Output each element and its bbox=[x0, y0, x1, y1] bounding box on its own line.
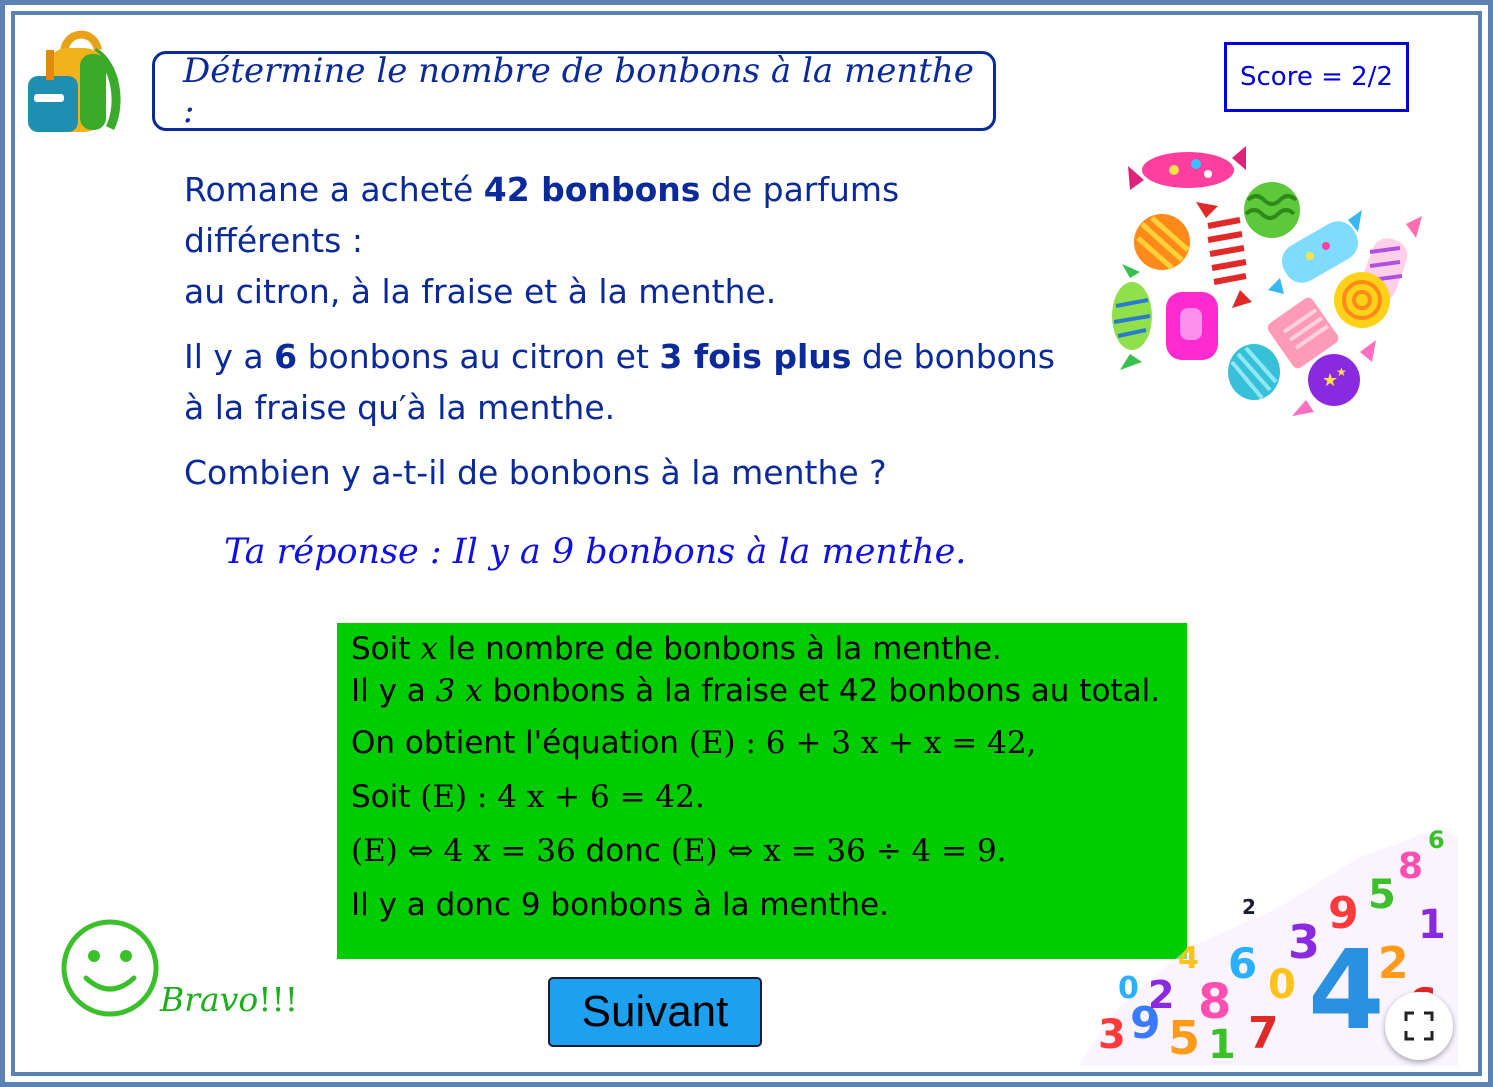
candy-orange-striped bbox=[1134, 214, 1190, 270]
question-title-text: Détermine le nombre de bonbons à la menthe : bbox=[183, 51, 974, 131]
solution-math: (E) : 4 x + 6 = 42. bbox=[420, 779, 705, 815]
problem-line-3 bbox=[184, 331, 1064, 382]
svg-text:9: 9 bbox=[1130, 998, 1161, 1049]
svg-text:7: 7 bbox=[1248, 1008, 1279, 1059]
solution-text: Il y a bbox=[351, 673, 436, 709]
solution-text: donc bbox=[575, 833, 671, 869]
svg-text:1: 1 bbox=[1418, 902, 1446, 948]
solution-math: (E) : 6 + 3 x + x = 42, bbox=[688, 725, 1037, 761]
bravo-exclamation: !!! bbox=[258, 980, 299, 1019]
svg-text:0: 0 bbox=[1268, 962, 1296, 1008]
svg-text:★: ★ bbox=[1336, 365, 1347, 379]
svg-text:4: 4 bbox=[1178, 941, 1199, 976]
solution-math: x bbox=[420, 631, 438, 667]
smiley-icon bbox=[58, 916, 162, 1020]
problem-text: Il y a bbox=[184, 337, 275, 376]
student-answer: Ta réponse : Il y a 9 bonbons à la menthe. bbox=[224, 532, 967, 572]
next-button[interactable] bbox=[548, 977, 762, 1047]
solution-text: Soit bbox=[351, 631, 421, 667]
solution-panel bbox=[337, 623, 1187, 959]
solution-text: le nombre de bonbons à la menthe. bbox=[437, 631, 1002, 667]
svg-text:2: 2 bbox=[1148, 973, 1175, 1017]
svg-text:0: 0 bbox=[1118, 971, 1139, 1006]
problem-highlight: 42 bonbons bbox=[483, 170, 701, 209]
problem-line-4: à la fraise qu′à la menthe. bbox=[184, 388, 616, 427]
svg-text:9: 9 bbox=[1328, 888, 1359, 939]
problem-line-1 bbox=[184, 164, 1064, 266]
score-badge bbox=[1224, 42, 1409, 112]
svg-text:5: 5 bbox=[1168, 1011, 1201, 1065]
svg-text:8: 8 bbox=[1398, 846, 1424, 887]
problem-text: Romane a acheté bbox=[184, 170, 484, 209]
candy-green-round bbox=[1244, 182, 1300, 238]
candy-green-wrapped bbox=[1112, 264, 1152, 370]
candy-teal-oval bbox=[1228, 344, 1280, 400]
svg-text:3: 3 bbox=[1288, 915, 1321, 969]
problem-text: de parfums différents : bbox=[184, 170, 900, 260]
problem-highlight: 6 bbox=[274, 337, 298, 376]
svg-text:8: 8 bbox=[1198, 974, 1232, 1030]
candies-illustration bbox=[1100, 140, 1430, 430]
solution-line-5 bbox=[351, 833, 1187, 887]
svg-text:4: 4 bbox=[1308, 926, 1385, 1054]
problem-text: bonbons au citron et bbox=[297, 337, 660, 376]
solution-text: bonbons à la fraise et 42 bonbons au total. bbox=[482, 673, 1161, 709]
solution-math: 3 x bbox=[435, 673, 483, 709]
problem-text: de bonbons bbox=[851, 337, 1055, 376]
solution-text: Soit bbox=[351, 779, 421, 815]
problem-highlight: 3 fois plus bbox=[659, 337, 852, 376]
solution-math: (E) ⇔ 4 x = 36 bbox=[351, 833, 576, 869]
svg-text:2: 2 bbox=[1378, 938, 1409, 989]
svg-text:6: 6 bbox=[1428, 826, 1445, 854]
bravo-message bbox=[160, 980, 298, 1019]
solution-line-2 bbox=[351, 673, 1187, 725]
problem-question: Combien y a-t-il de bonbons à la menthe ? bbox=[184, 453, 887, 492]
solution-math: (E) ⇔ x = 36 ÷ 4 = 9. bbox=[670, 833, 1007, 869]
candy-yellow-spiral bbox=[1334, 272, 1390, 328]
solution-line-6: Il y a donc 9 bonbons à la menthe. bbox=[351, 887, 889, 923]
svg-text:6: 6 bbox=[1228, 939, 1258, 988]
score-text: Score = 2/2 bbox=[1240, 62, 1393, 92]
solution-line-4 bbox=[351, 779, 1187, 833]
solution-text: On obtient l'équation bbox=[351, 725, 689, 761]
svg-text:★: ★ bbox=[1322, 370, 1339, 391]
question-title bbox=[152, 51, 996, 131]
svg-text:2: 2 bbox=[1242, 895, 1256, 919]
fullscreen-icon bbox=[1404, 1011, 1434, 1041]
svg-text:5: 5 bbox=[1368, 872, 1396, 918]
candy-pink-wrapped bbox=[1128, 146, 1246, 190]
candy-magenta-square bbox=[1166, 292, 1218, 360]
svg-text:1: 1 bbox=[1208, 1022, 1236, 1066]
bravo-word: Bravo bbox=[160, 980, 259, 1019]
solution-line-3 bbox=[351, 725, 1187, 779]
problem-statement bbox=[184, 164, 1064, 498]
problem-line-2: au citron, à la fraise et à la menthe. bbox=[184, 272, 777, 311]
next-button-label: Suivant bbox=[581, 987, 729, 1036]
solution-line-1 bbox=[351, 631, 1187, 673]
fullscreen-button[interactable] bbox=[1385, 992, 1453, 1060]
backpack-icon bbox=[24, 24, 128, 136]
svg-text:3: 3 bbox=[1098, 1012, 1126, 1058]
